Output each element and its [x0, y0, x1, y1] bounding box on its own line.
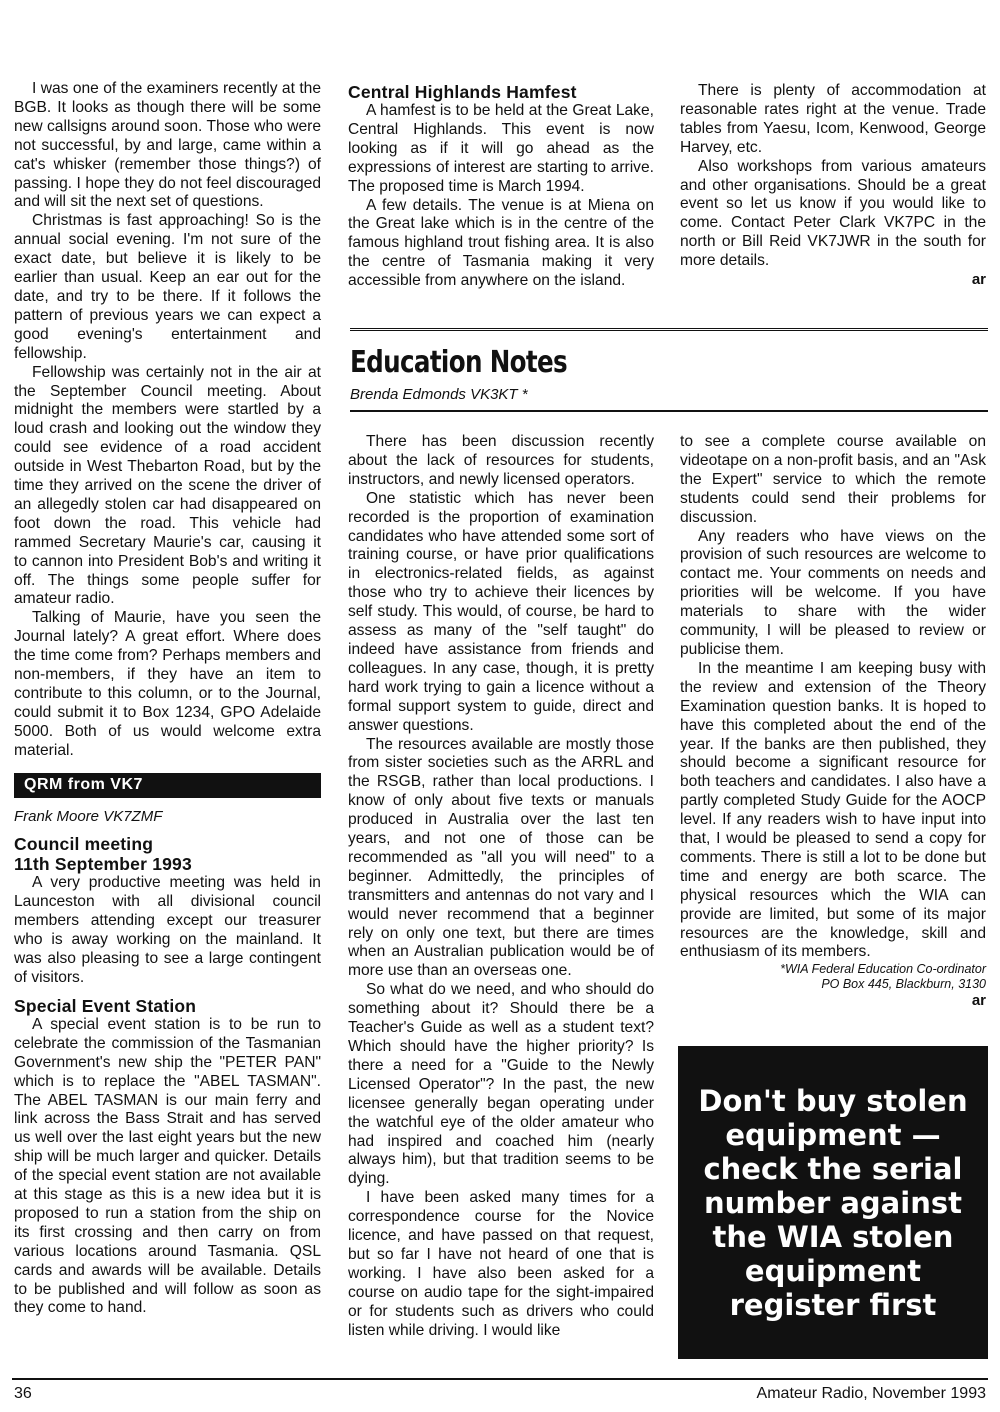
section-title: Education Notes: [350, 345, 568, 380]
notice-text: Don't buy stolen equipment — check the serial number against the WIA stolen equipment register first: [698, 1083, 968, 1322]
column-left: [14, 80, 321, 1318]
author-byline: Brenda Edmonds VK3KT *: [350, 386, 528, 403]
stolen-equipment-notice: [678, 1046, 988, 1359]
footer-rule: [12, 1378, 988, 1380]
paragraph: I have been asked many times for a correspondence course for the Novice licence, and have passed on that request, but so far I have not heard of one that is working. I have also been asked for a course on audio tape for the sight-impaired or for students such as drivers who could listen while driving. I would like: [348, 1189, 654, 1339]
paragraph: One statistic which has never been recorded is the proportion of examination candidates who have attended some sort of training course, or have prior qualifications in electronics-related fields, as against those who try to achieve their licences by self study. This would, of course, be hard to assess as many of the "self taught" do indeed have assistance from friends and colleagues. In any case, though, it is pretty hard work trying to gain a licence without a formal support system to guide, direct and answer questions.: [348, 489, 654, 734]
section-rule: [350, 410, 988, 412]
column-right-bottom: [680, 433, 986, 1011]
column-right-top: [680, 82, 986, 290]
paragraph: A few details. The venue is at Miena on the Great lake which is in the centre of the famous highland trout fishing area. It is also the centre of Tasmania making it very accessible from anywhere on the island.: [348, 196, 654, 290]
paragraph: A hamfest is to be held at the Great Lake, Central Highlands. This event is now looking as if it will go ahead as the expressions of interest are starting to arrive. The proposed time is March 1994.: [348, 102, 654, 195]
section-banner-qrm: QRM from VK7: [14, 773, 321, 798]
paragraph: There has been discussion recently about the lack of resources for students, instructors, and newly licensed operators.: [348, 433, 654, 488]
end-mark: ar: [971, 271, 986, 289]
subheading-hamfest: Central Highlands Hamfest: [348, 82, 577, 102]
footnote: *WIA Federal Education Co-ordinator: [780, 962, 986, 977]
paragraph: So what do we need, and who should do something about it? Should there be a Teacher's Guide as well as a student text? Which should have the higher priority? Is there a need for a "Guide to the Newly Licensed Operator"? In the past, the new licensee generally began operating under the watchful eye of the older amateur who had inspired and coached him (nearly always him), but that tradition seems to be dying.: [348, 981, 654, 1188]
column-middle-bottom: [348, 433, 654, 1341]
page-number: 36: [14, 1385, 32, 1402]
subheading-line: 11th September 1993: [14, 854, 192, 875]
section-rule: [350, 328, 988, 331]
paragraph: Christmas is fast approaching! So is the annual social evening. I'm not sure of the exact date, but believe it is likely to be earlier than usual. Keep an ear out for the date, and try to be there. If it follows the pattern of previous years we can expect a good evening's entertainment and fellowship.: [14, 212, 321, 362]
paragraph: A very productive meeting was held in Launceston with all divisional council members attending except our treasurer who is away working on the mainland. It was also pleasing to see a large contingent of visitors.: [14, 874, 321, 986]
footnote: PO Box 445, Blackburn, 3130: [821, 977, 986, 992]
paragraph: A special event station is to be run to celebrate the commission of the Tasmanian Government's new ship the "PETER PAN" which is to replace the "ABEL TASMAN". The ABEL TASMAN is our main ferry and link across the Bass Strait and has served us well over the last eight years but the new ship will be much larger and quicker. Details of the special event station are not available at this stage as this is a new idea but it is proposed to run a station from the ship on its first crossing and then carry on from various locations around Tasmania. QSL cards and awards will be available. Details to be published and will follow as soon as they come to hand.: [14, 1015, 321, 1317]
paragraph: I was one of the examiners recently at the BGB. It looks as though there will be some new callsigns around soon. Those who were not successful, by and large, came within a cat's whisker (remember those things?) of passing. I hope they do not feel discouraged and will sit the next set of questions.: [14, 80, 321, 211]
paragraph: In the meantime I am keeping busy with the review and extension of the Theory Examination question banks. It is hoped to have this completed about the end of the year. If the banks are then published, they should become a significant resource for both teachers and candidates. I also have a partly completed Study Guide for the AOCP level. If any readers wish to have input into that, I would be pleased to send a copy for comments. There is still a lot to be done but time and energy are both scarce. The physical resources which the WIA can provide are limited, but some of its major resources are the knowledge, skill and enthusiasm of its members.: [680, 659, 986, 961]
end-mark: ar: [971, 992, 986, 1010]
subheading-line: Council meeting: [14, 834, 154, 855]
author-byline: Frank Moore VK7ZMF: [14, 807, 163, 825]
subheading-council: [14, 834, 321, 874]
paragraph: Fellowship was certainly not in the air at the September Council meeting. About midnight the members were startled by a loud crash and looking out the window they could see evidence of a road accident outside in West Thebarton Road, but by the time they arrived on the scene the driver of an allegedly stolen car had disappeared on foot down the road. This vehicle had rammed Secretary Maurie's car, causing it to cannon into President Bob's and writing it off. The things some people suffer for amateur radio.: [14, 363, 321, 608]
paragraph: There is plenty of accommodation at reasonable rates right at the venue. Trade tables from Yaesu, Icom, Kenwood, George Harvey, etc.: [680, 82, 986, 156]
paragraph: The resources available are mostly those from sister societies such as the ARRL and the RSGB, rather than local productions. I know of only about five texts or manuals produced in Australia over the last ten years, and not one of those can be recommended as "all you will need" to a beginner. Admittedly, the principles of transmitters and antennas do not vary and I would never recommend that a beginner rely on only one text, but there are times when an Australian publication would be of more use than an overseas one.: [348, 735, 654, 980]
column-middle-top: [348, 82, 654, 291]
paragraph: to see a complete course available on videotape on a non-profit basis, and an "Ask the Expert" service to which the remote students could send their problems for discussion.: [680, 433, 986, 526]
paragraph: Also workshops from various amateurs and other organisations. Should be a great event so let us know if you would like to come. Contact Peter Clark VK7PC in the north or Bill Reid VK7JWR in the south for more details.: [680, 157, 986, 270]
paragraph: Talking of Maurie, have you seen the Journal lately? A great effort. Where does the time come from? Perhaps members and non-members, if they have an item to contribute to this column, or to the Journal, could submit it to Box 1234, GPO Adelaide 5000. Both of us would welcome extra material.: [14, 609, 321, 759]
paragraph: Any readers who have views on the provision of such resources are welcome to contact me. Your comments on needs and priorities will be welcome. If you have materials to share with the wider community, I will be pleased to review or publicise them.: [680, 527, 986, 658]
subheading-special-event: Special Event Station: [14, 995, 197, 1016]
publication-info: Amateur Radio, November 1993: [756, 1385, 986, 1402]
